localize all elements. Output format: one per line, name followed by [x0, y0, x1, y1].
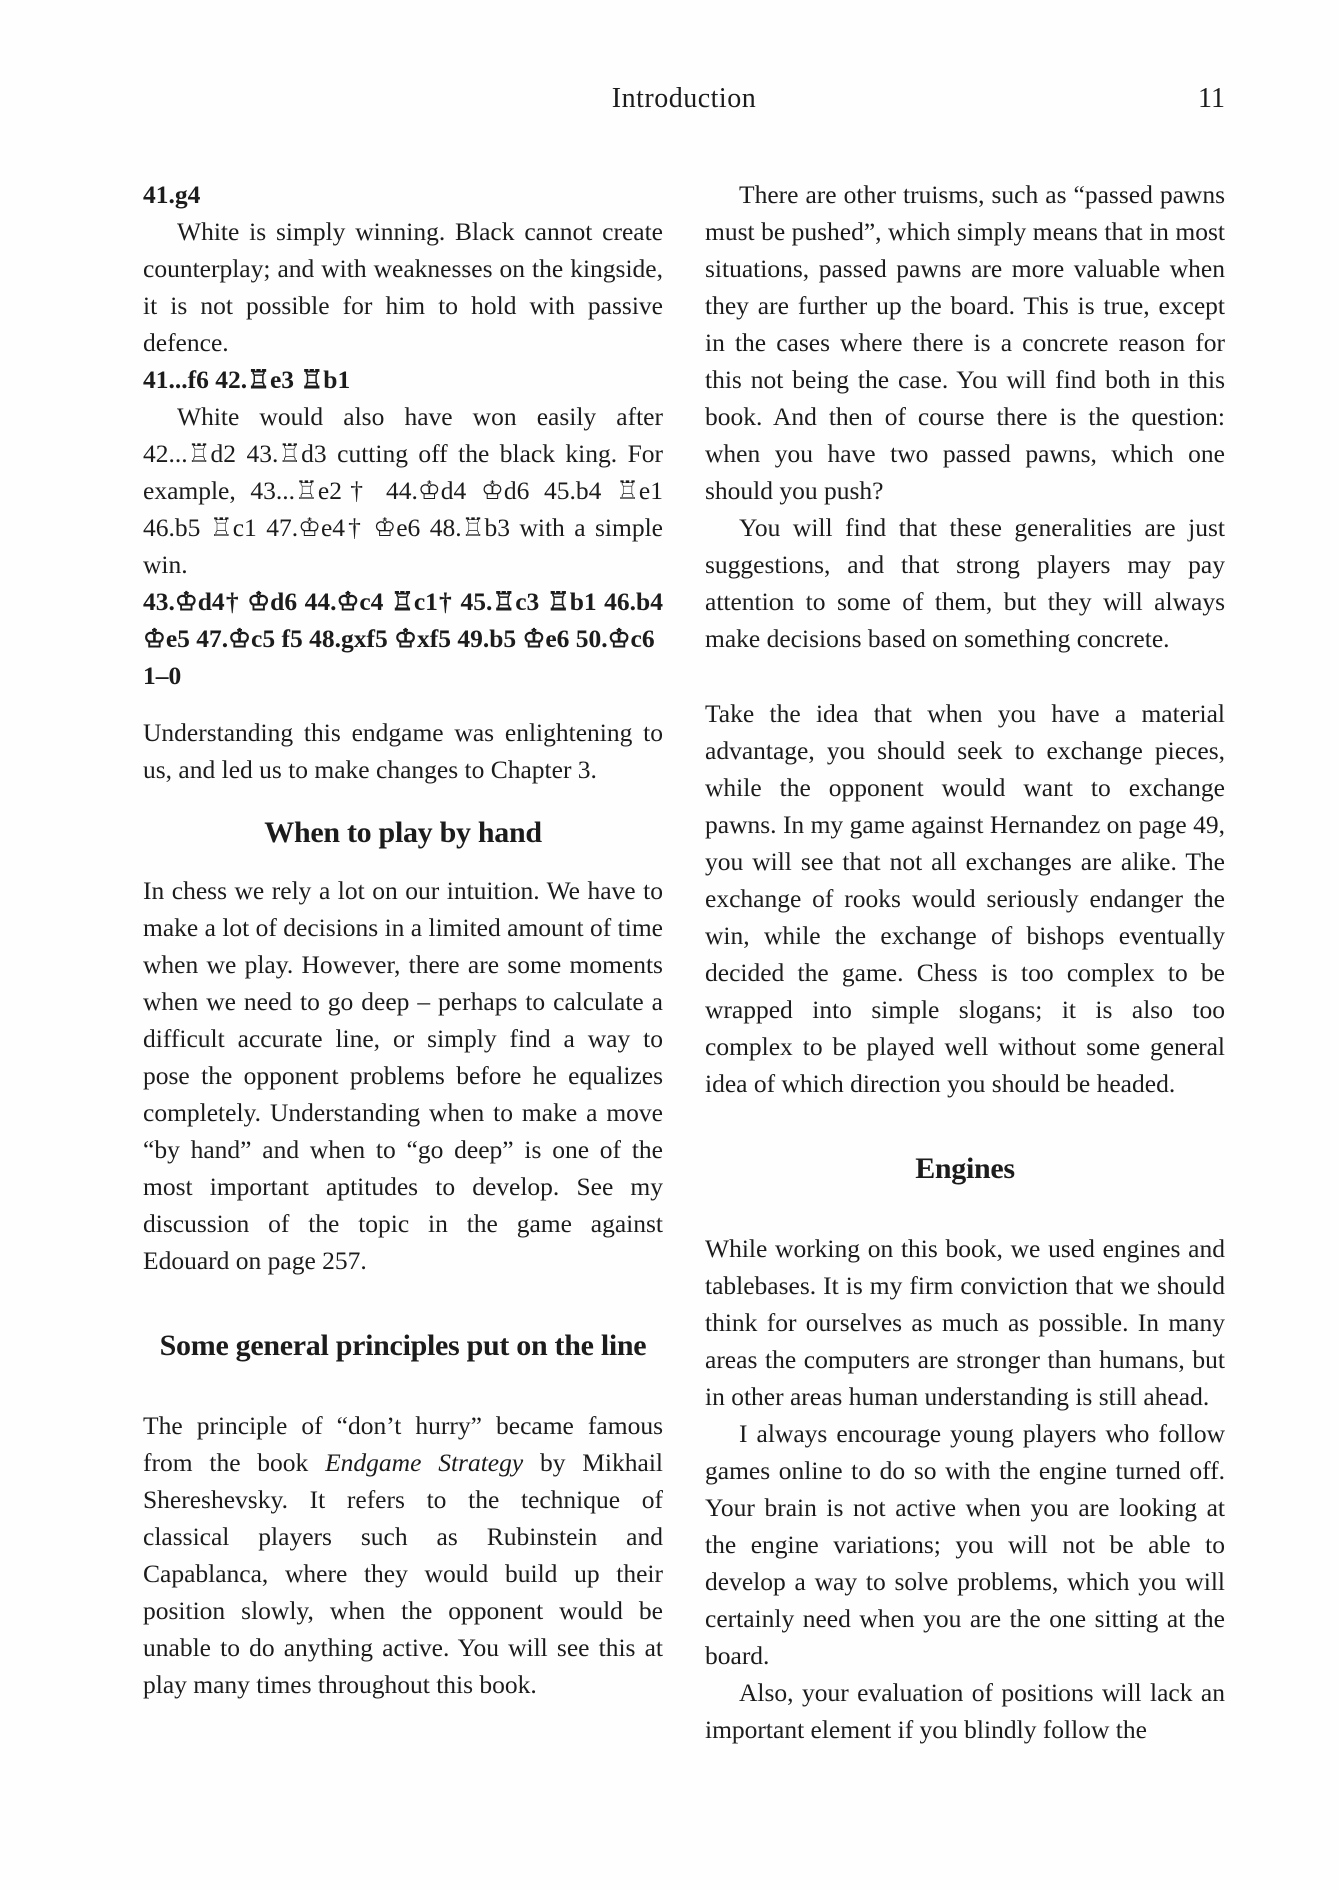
page-number: 11 — [1198, 83, 1225, 114]
body-paragraph: There are other truisms, such as “passed pawns must be pushed”, which simply means that in most situations, passed pawns are more valuable when they are further up the board. This is true, except in the cases where there is a concrete reason for this not being the case. You will find both in this book. And then of course there is the question: when you have two passed pawns, which one should you push? — [705, 180, 1225, 505]
left-column — [143, 176, 663, 1748]
body-paragraph: Also, your evaluation of positions will lack an important element if you blindly follow the — [705, 1678, 1225, 1744]
section-heading: Some general principles put on the line — [159, 1329, 647, 1362]
move-line: 41.g4 — [143, 180, 201, 209]
paragraph-text: The principle of “don’t hurry” became famous from the book — [143, 1411, 663, 1477]
section-heading: When to play by hand — [264, 816, 542, 849]
body-paragraph: I always encourage young players who follow games online to do so with the engine turned off. Your brain is not active when you are looking at the engine variations; you will not be able to develop a way to solve problems, which you will certainly need when you are the one sitting at the board. — [705, 1419, 1225, 1670]
move-line: 43.♔d4† ♔d6 44.♔c4 ♖c1† 45.♖c3 ♖b1 46.b4 ♔e5 47.♔c5 f5 48.gxf5 ♔xf5 49.b5 ♔e6 50.♔c6 — [143, 587, 663, 653]
right-column — [705, 176, 1225, 1748]
body-paragraph: White is simply winning. Black cannot create counterplay; and with weaknesses on the kingside, it is not possible for him to hold with passive defence. — [143, 217, 663, 357]
page-header-title: Introduction — [611, 83, 757, 114]
body-paragraph: White would also have won easily after 42...♖d2 43.♖d3 cutting off the black king. For example, 43...♖e2† 44.♔d4 ♔d6 45.b4 ♖e1 46.b5 ♖c1 47.♔e4† ♔e6 48.♖b3 with a simple win. — [143, 402, 663, 579]
game-result: 1–0 — [143, 661, 182, 690]
body-paragraph: Take the idea that when you have a material advantage, you should seek to exchange pieces, while the opponent would want to exchange pawns. In my game against Hernandez on page 49, you will see that not all exchanges are alike. The exchange of rooks would seriously endanger the win, while the exchange of bishops eventually decided the game. Chess is too complex to be wrapped into simple slogans; it is also too complex to be played well without some general idea of which direction you should be headed. — [705, 699, 1225, 1098]
book-title-italic: Endgame Strategy — [325, 1448, 524, 1477]
section-heading: Engines — [915, 1152, 1015, 1185]
body-paragraph — [143, 1407, 663, 1703]
page-header — [143, 82, 1225, 116]
body-paragraph: Understanding this endgame was enlightening to us, and led us to make changes to Chapter 3. — [143, 718, 663, 784]
move-line: 41...f6 42.♖e3 ♖b1 — [143, 365, 351, 394]
body-paragraph: You will find that these generalities are just suggestions, and that strong players may pay attention to some of them, but they will always make decisions based on something concrete. — [705, 513, 1225, 653]
paragraph-text: by Mikhail Shereshevsky. It refers to the technique of classical players such as Rubinstein and Capablanca, where they would build up their position slowly, when the opponent would be unable to do anything active. You will see this at play many times throughout this book. — [143, 1448, 663, 1699]
body-paragraph: While working on this book, we used engines and tablebases. It is my firm conviction that we should think for ourselves as much as possible. In many areas the computers are stronger than humans, but in other areas human understanding is still ahead. — [705, 1234, 1225, 1411]
two-column-text-block — [143, 176, 1225, 1748]
body-paragraph: In chess we rely a lot on our intuition. We have to make a lot of decisions in a limited amount of time when we play. However, there are some moments when we need to go deep – perhaps to calculate a difficult accurate line, or simply find a way to pose the opponent problems before he equalizes completely. Understanding when to make a move “by hand” and when to “go deep” is one of the most important aptitudes to develop. See my discussion of the topic in the game against Edouard on page 257. — [143, 876, 663, 1275]
